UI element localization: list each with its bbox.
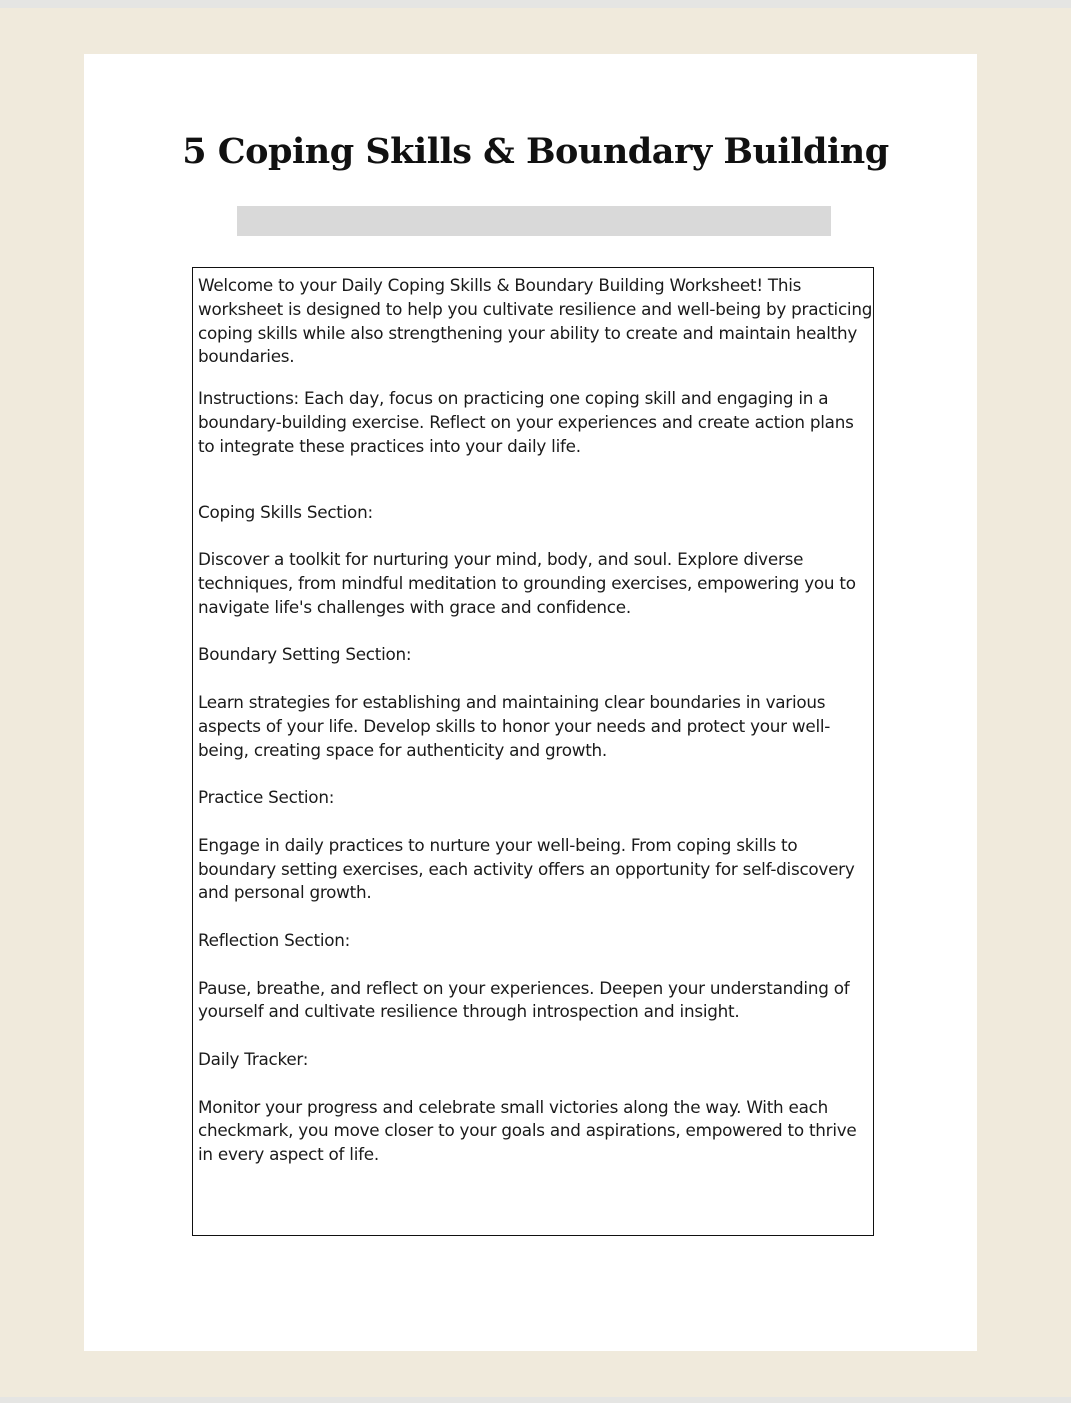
intro-paragraph: Welcome to your Daily Coping Skills & Boundary Building Worksheet! This worksheet is designed to help you cultivate resilience and well-being by practicing coping skills while also strengthening your ability to create and maintain healthy boundaries. <box>198 275 873 367</box>
instructions-paragraph: Instructions: Each day, focus on practicing one coping skill and engaging in a boundary-building exercise. Reflect on your experiences and create action plans to integrate these practices into your daily life. <box>198 388 854 456</box>
bottom-edge-strip <box>0 1397 1071 1403</box>
section-heading-boundary-setting: Boundary Setting Section: <box>198 644 412 665</box>
section-heading-practice: Practice Section: <box>198 787 335 808</box>
section-description-practice: Engage in daily practices to nurture your well-being. From coping skills to boundary setting exercises, each activity offers an opportunity for self-discovery and personal growth. <box>198 834 855 903</box>
section-description-reflection: Pause, breathe, and reflect on your experiences. Deepen your understanding of yourself and cultivate resilience through introspection and insight. <box>198 977 850 1022</box>
section-heading-daily-tracker: Daily Tracker: <box>198 1048 309 1069</box>
section-heading-coping-skills: Coping Skills Section: <box>198 501 373 522</box>
section-description-boundary-setting: Learn strategies for establishing and maintaining clear boundaries in various aspects of your life. Develop skills to honor your needs and protect your well-being, creating space for authenticity and growth. <box>198 691 831 760</box>
section-description-daily-tracker: Monitor your progress and celebrate small victories along the way. With each checkmark, you move closer to your goals and aspirations, empowered to thrive in every aspect of life. <box>198 1096 857 1165</box>
title-underline-bar <box>237 206 831 236</box>
section-description-coping-skills: Discover a toolkit for nurturing your mind, body, and soul. Explore diverse techniques, from mindful meditation to grounding exercises, empowering you to navigate life's challenges with grace and confidence. <box>198 549 856 617</box>
worksheet-title: 5 Coping Skills & Boundary Building <box>182 131 889 172</box>
section-heading-reflection: Reflection Section: <box>198 929 351 950</box>
top-edge-strip <box>0 0 1071 8</box>
worksheet-content <box>198 274 874 1167</box>
